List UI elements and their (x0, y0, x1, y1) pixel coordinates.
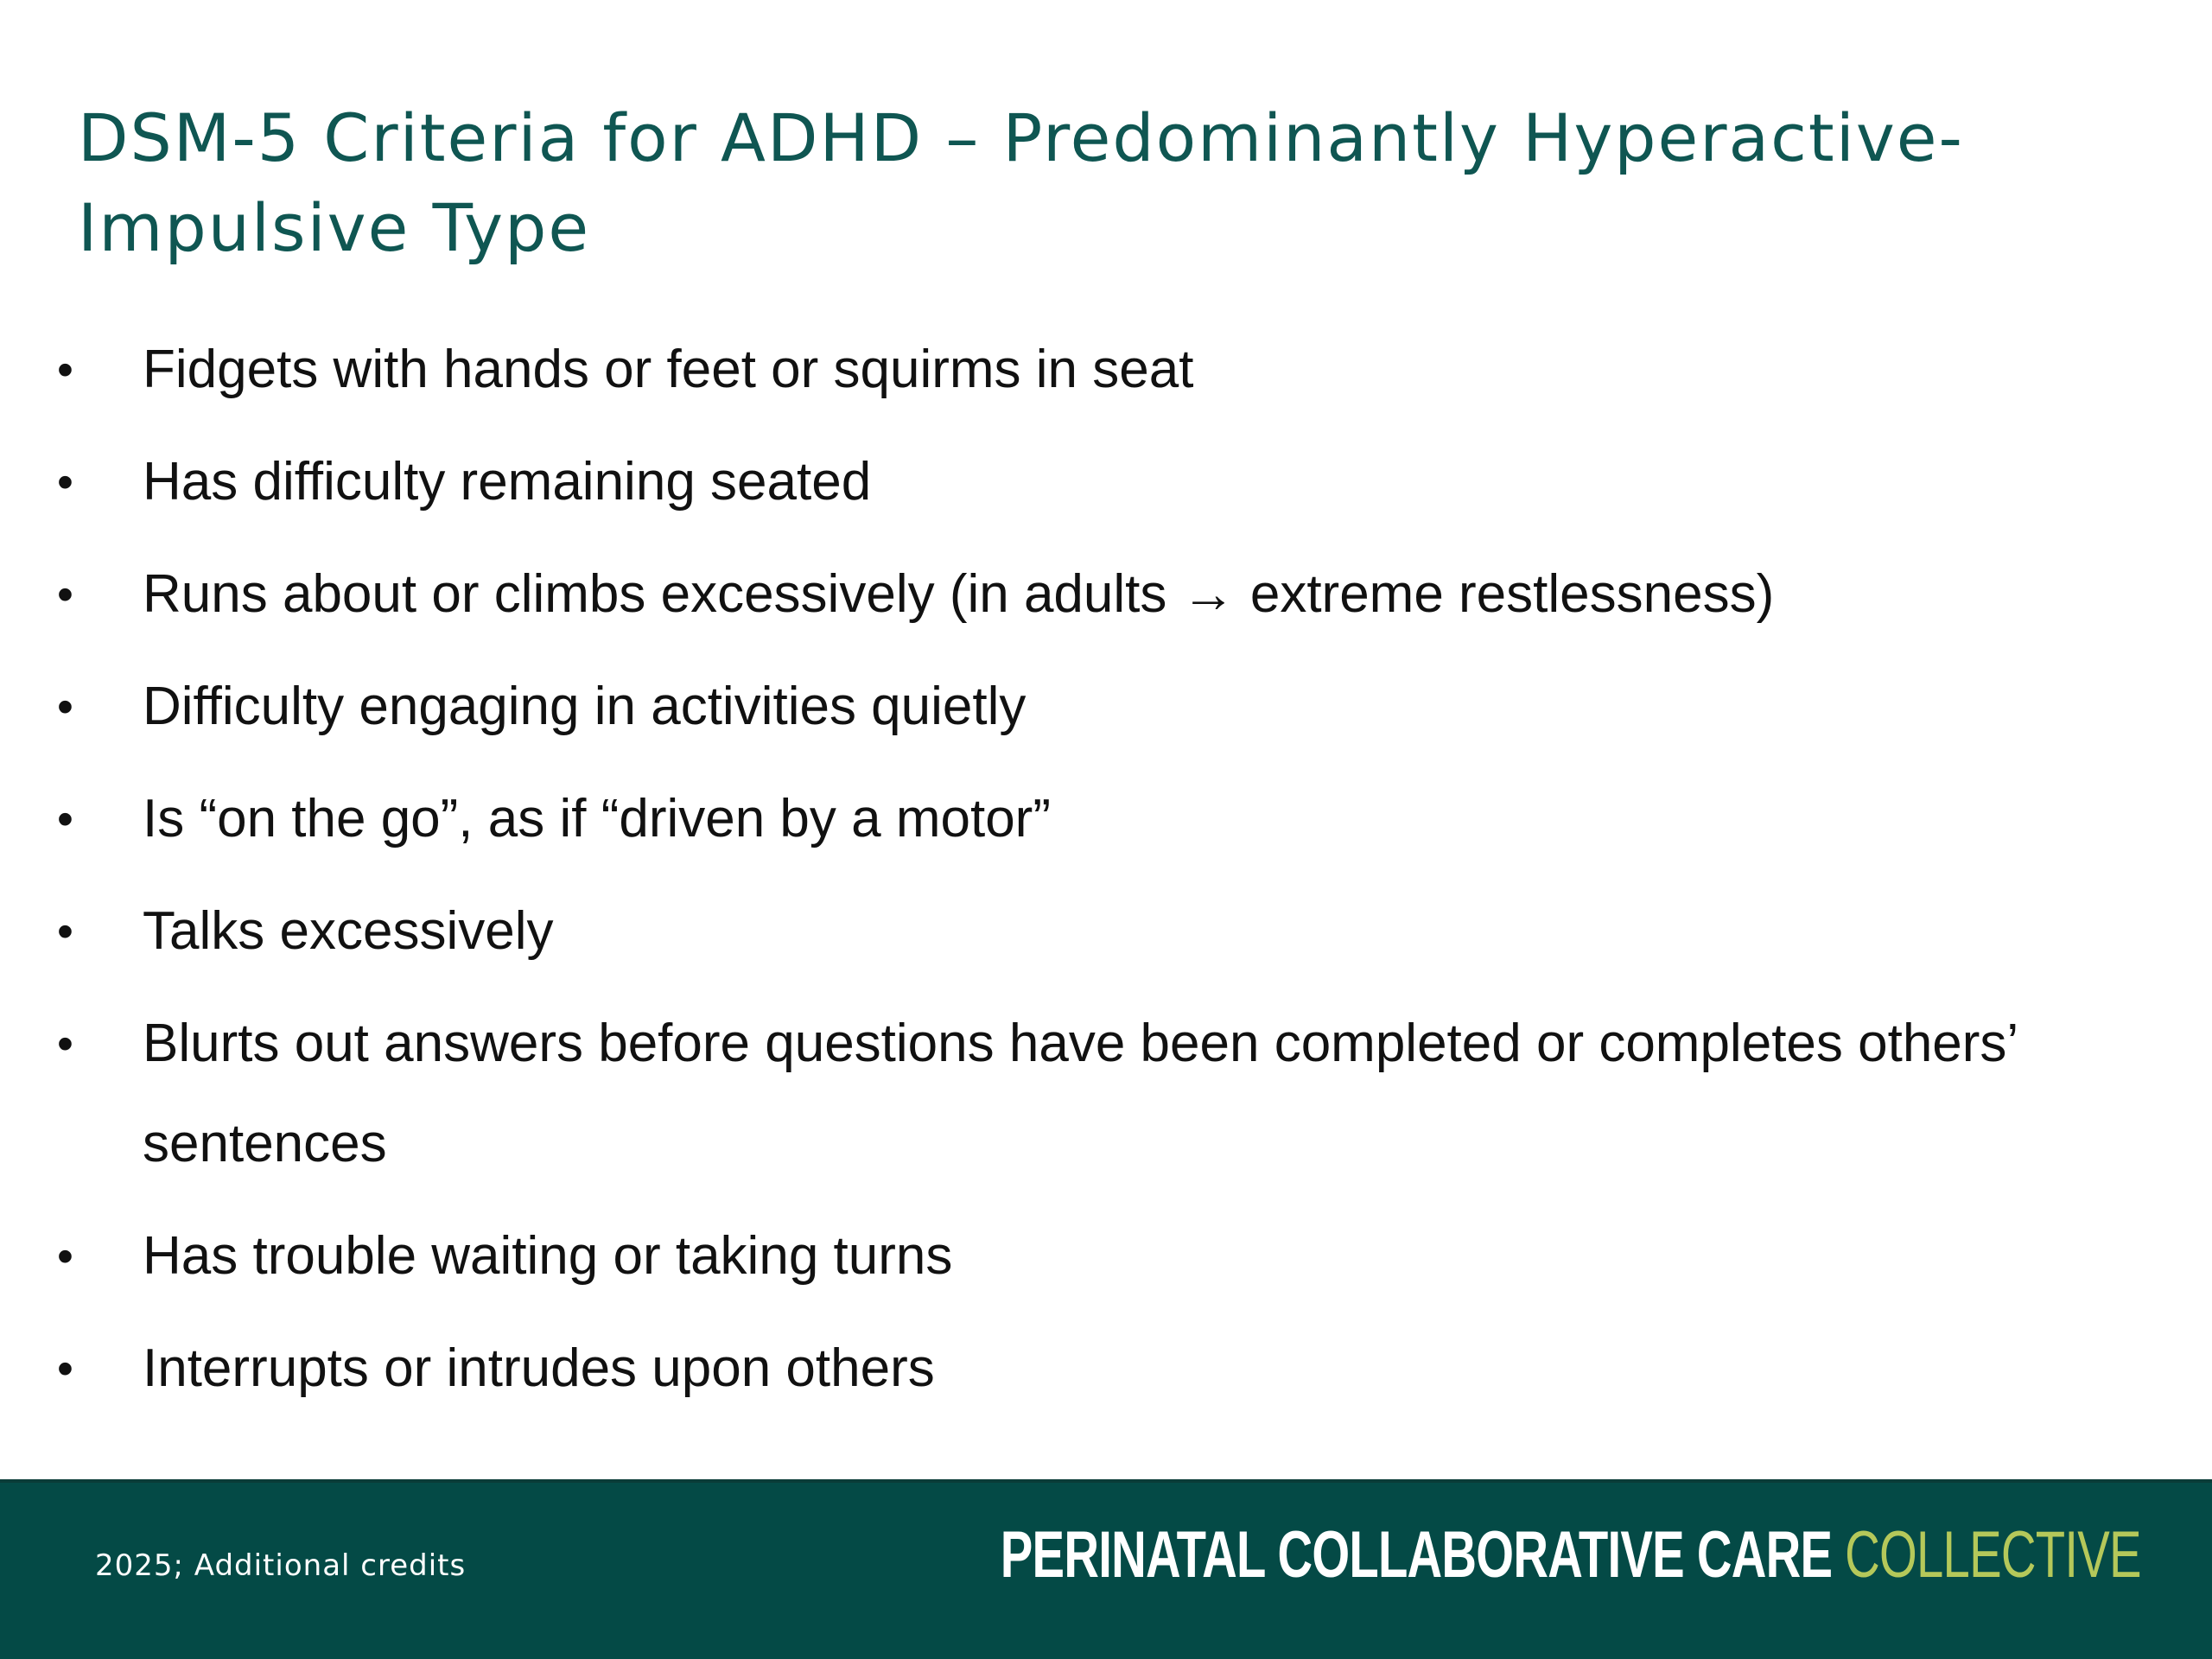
bullet-text: Fidgets with hands or feet or squirms in seat (143, 340, 1194, 399)
bullet-icon: • (57, 1018, 73, 1070)
bullet-icon: • (57, 344, 73, 396)
bullet-item (0, 320, 2212, 420)
bullet-icon: • (57, 681, 73, 733)
bullet-list (0, 320, 2212, 1431)
bullet-text: Blurts out answers before questions have been completed or completes others’ sentences (143, 1014, 2017, 1173)
bullet-icon: • (57, 793, 73, 845)
bullet-text: Interrupts or intrudes upon others (143, 1338, 935, 1398)
bullet-item (0, 544, 2212, 645)
bullet-item (0, 1319, 2212, 1419)
logo-main-text: PERINATAL COLLABORATIVE CARE (1001, 1518, 1846, 1592)
bullet-text: Is “on the go”, as if “driven by a motor” (143, 789, 1051, 849)
bullet-icon: • (57, 1230, 73, 1282)
bullet-item (0, 657, 2212, 757)
bullet-text: Talks excessively (143, 901, 554, 961)
bullet-text: Runs about or climbs excessively (in adults → extreme restlessness) (143, 564, 1775, 624)
bullet-text: Difficulty engaging in activities quietly (143, 677, 1027, 736)
footer-credit: 2025; Additional credits (95, 1548, 467, 1583)
bullet-icon: • (57, 456, 73, 508)
bullet-text: Has difficulty remaining seated (143, 452, 872, 512)
bullet-icon: • (57, 1343, 73, 1395)
bullet-item (0, 432, 2212, 532)
bullet-item (0, 994, 2212, 1194)
logo-accent-text: COLLECTIVE (1845, 1518, 2141, 1592)
slide-title: DSM-5 Criteria for ADHD – Predominantly Hyperactive-Impulsive Type (78, 99, 1964, 266)
bullet-item (0, 769, 2212, 869)
bullet-item (0, 881, 2212, 982)
bullet-icon: • (57, 569, 73, 620)
bullet-text: Has trouble waiting or taking turns (143, 1226, 953, 1286)
bullet-icon: • (57, 906, 73, 957)
footer-bar (0, 1479, 2212, 1659)
bullet-item (0, 1206, 2212, 1306)
organization-logo (1001, 1517, 2141, 1592)
